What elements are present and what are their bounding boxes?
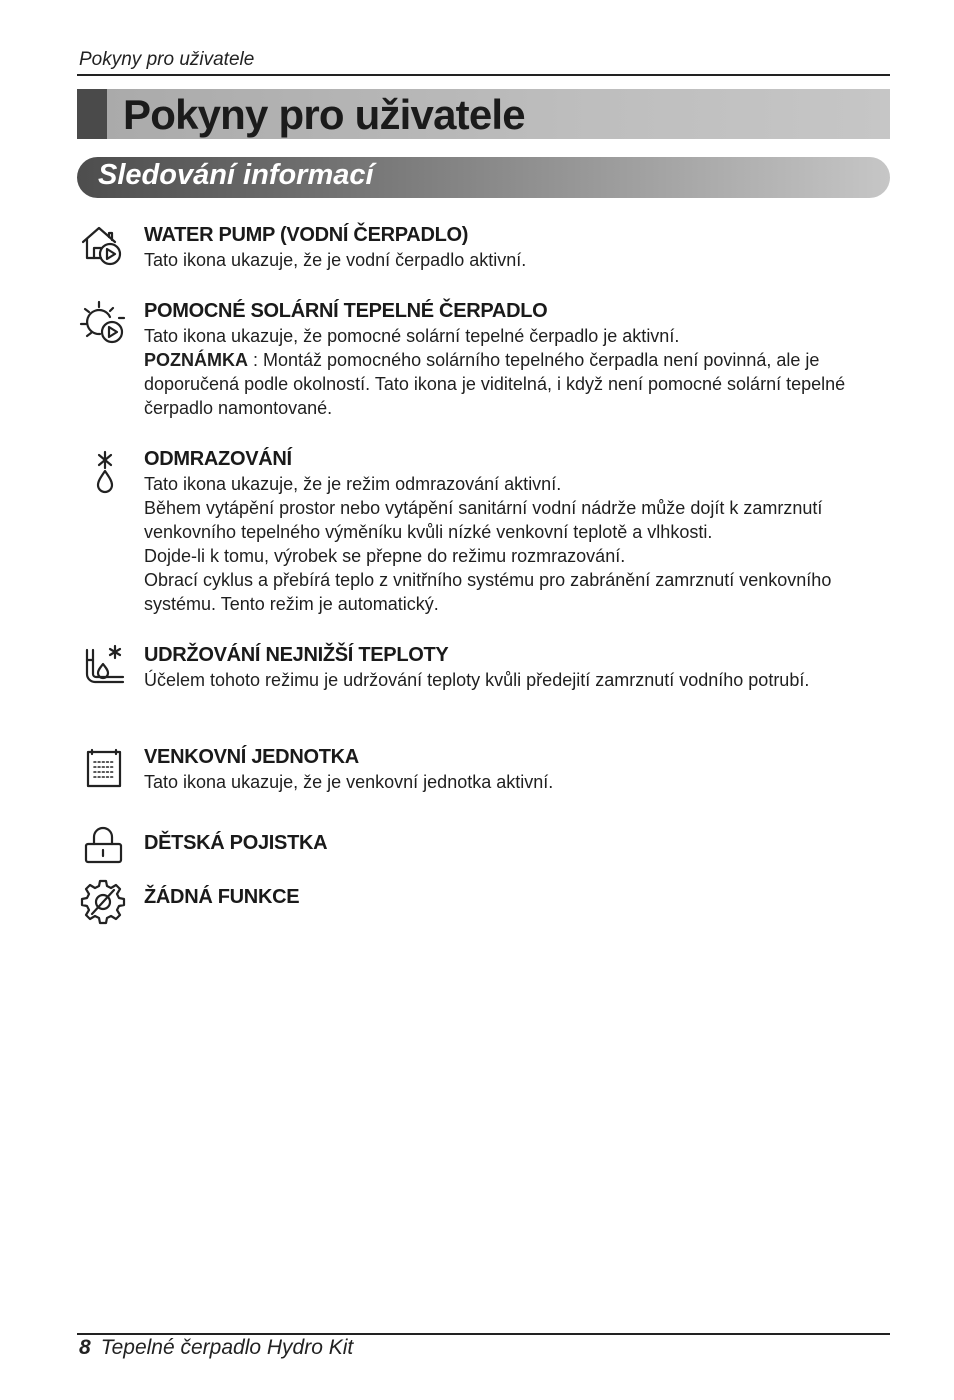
item-note	[144, 348, 889, 420]
item-heading: UDRŽOVÁNÍ NEJNIŽŠÍ TEPLOTY	[144, 644, 449, 666]
title-accent-block	[77, 89, 107, 139]
header-rule	[77, 74, 890, 76]
min-temp-icon	[79, 642, 127, 690]
defrost-icon	[79, 446, 127, 494]
item-description: Tato ikona ukazuje, že je venkovní jednotka aktivní.	[144, 772, 554, 792]
note-label: POZNÁMKA	[144, 350, 248, 370]
footer-text: Tepelné čerpadlo Hydro Kit	[100, 1336, 354, 1359]
item-heading: ŽÁDNÁ FUNKCE	[144, 886, 300, 908]
section-header	[77, 157, 890, 198]
item-description: Tato ikona ukazuje, že je režim odmrazování aktivní.	[144, 474, 562, 494]
page-footer	[79, 1336, 353, 1360]
child-lock-icon	[79, 824, 127, 872]
item-heading: ODMRAZOVÁNÍ	[144, 448, 292, 470]
outdoor-unit-icon	[79, 744, 127, 792]
item-description: Tato ikona ukazuje, že pomocné solární tepelné čerpadlo je aktivní.	[144, 326, 680, 346]
solar-pump-icon	[79, 298, 127, 346]
item-description: Účelem tohoto režimu je udržování teploty kvůli předejití zamrznutí vodního potrubí.	[144, 670, 810, 690]
title-bar	[77, 89, 890, 139]
item-description: Tato ikona ukazuje, že je vodní čerpadlo aktivní.	[144, 250, 527, 270]
page-title: Pokyny pro uživatele	[123, 91, 525, 138]
no-function-icon	[79, 878, 127, 926]
item-description: Během vytápění prostor nebo vytápění sanitární vodní nádrže může dojít k zamrznutí venkovního tepelného výměníku kvůli nízké venkovní teplotě a vlhkosti.	[144, 498, 823, 542]
page-number: 8	[79, 1336, 91, 1359]
item-heading: WATER PUMP (VODNÍ ČERPADLO)	[144, 224, 469, 246]
item-description: Obrací cyklus a přebírá teplo z vnitřního systému pro zabránění zamrznutí venkovního systému. Tento režim je automatický.	[144, 570, 832, 614]
item-description: Dojde-li k tomu, výrobek se přepne do režimu rozmrazování.	[144, 546, 626, 566]
note-text: : Montáž pomocného solárního tepelného čerpadla není povinná, ale je doporučená podle okolností. Tato ikona je viditelná, i když není pomocné solární tepelné čerpadlo namontované.	[144, 350, 846, 418]
section-title: Sledování informací	[98, 159, 374, 191]
running-header: Pokyny pro uživatele	[79, 49, 255, 70]
item-heading: POMOCNÉ SOLÁRNÍ TEPELNÉ ČERPADLO	[144, 300, 548, 322]
item-heading: VENKOVNÍ JEDNOTKA	[144, 746, 359, 768]
footer-rule	[77, 1333, 890, 1335]
item-heading: DĚTSKÁ POJISTKA	[144, 832, 328, 854]
water-pump-icon	[79, 222, 127, 270]
